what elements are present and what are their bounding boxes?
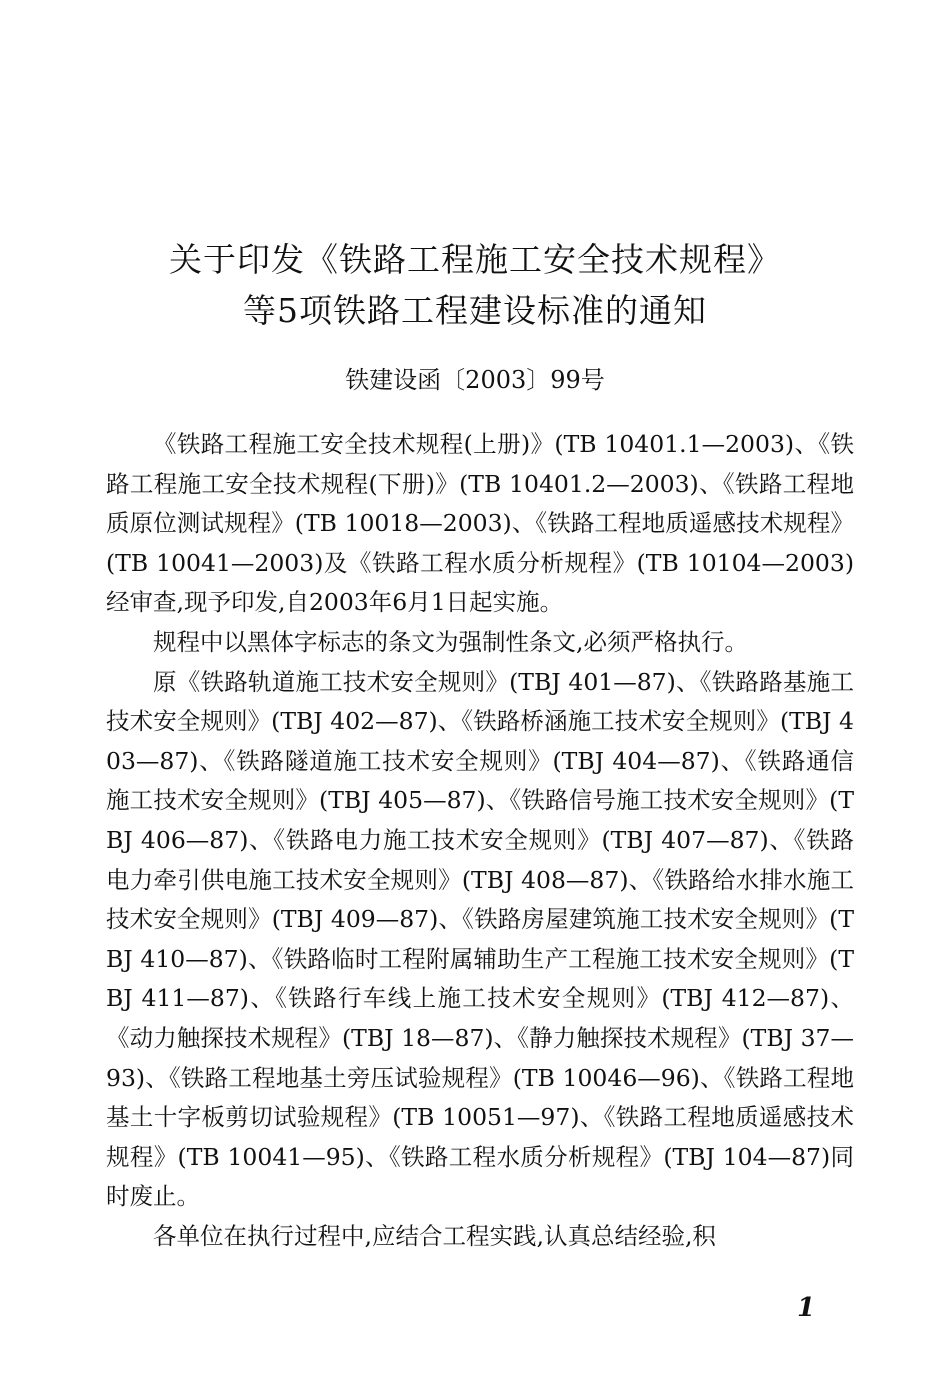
title-line-2: 等5项铁路工程建设标准的通知 (243, 291, 707, 330)
paragraph-announcement: 《铁路工程施工安全技术规程(上册)》(TB 10401.1—2003)、《铁路工程施工安全技术规程(下册)》(TB 10401.2—2003)、《铁路工程地质原位测试规程》(TB 10018—2003)、《铁路工程地质遥感技术规程》(TB 10041—2003)及《铁路工程水质分析规程》(TB 10104—2003)经审查,现予印发,自2003年6月1日起实施。 (106, 430, 854, 617)
paragraph-instructions: 各单位在执行过程中,应结合工程实践,认真总结经验,积 (153, 1221, 716, 1250)
page-number: 1 (797, 1293, 816, 1323)
title-line-1: 关于印发《铁路工程施工安全技术规程》 (169, 240, 781, 279)
document-number: 铁建设函〔2003〕99号 (345, 366, 605, 394)
paragraph-abolished-standards: 原《铁路轨道施工技术安全规则》(TBJ 401—87)、《铁路路基施工技术安全规则》(TBJ 402—87)、《铁路桥涵施工技术安全规则》(TBJ 403—87)、《铁路隧道施工技术安全规则》(TBJ 404—87)、《铁路通信施工技术安全规则》(TBJ 405—87)、《铁路信号施工技术安全规则》(TBJ 406—87)、《铁路电力施工技术安全规则》(TBJ 407—87)、《铁路电力牵引供电施工技术安全规则》(TBJ 408—87)、《铁路给水排水施工技术安全规则》(TBJ 409—87)、《铁路房屋建筑施工技术安全规则》(TBJ 410—87)、《铁路临时工程附属辅助生产工程施工技术安全规则》(TBJ 411—87)、《铁路行车线上施工技术安全规则》(TBJ 412—87)、《动力触探技术规程》(TBJ 18—87)、《静力触探技术规程》(TBJ 37—93)、《铁路工程地基土旁压试验规程》(TB 10046—96)、《铁路工程地基土十字板剪切试验规程》(TB 10051—97)、《铁路工程地质遥感技术规程》(TB 10041—95)、《铁路工程水质分析规程》(TBJ 104—87)同时废止。 (106, 667, 854, 1211)
body-text (106, 425, 854, 1256)
paragraph-mandatory-clauses: 规程中以黑体字标志的条文为强制性条文,必须严格执行。 (153, 627, 748, 656)
